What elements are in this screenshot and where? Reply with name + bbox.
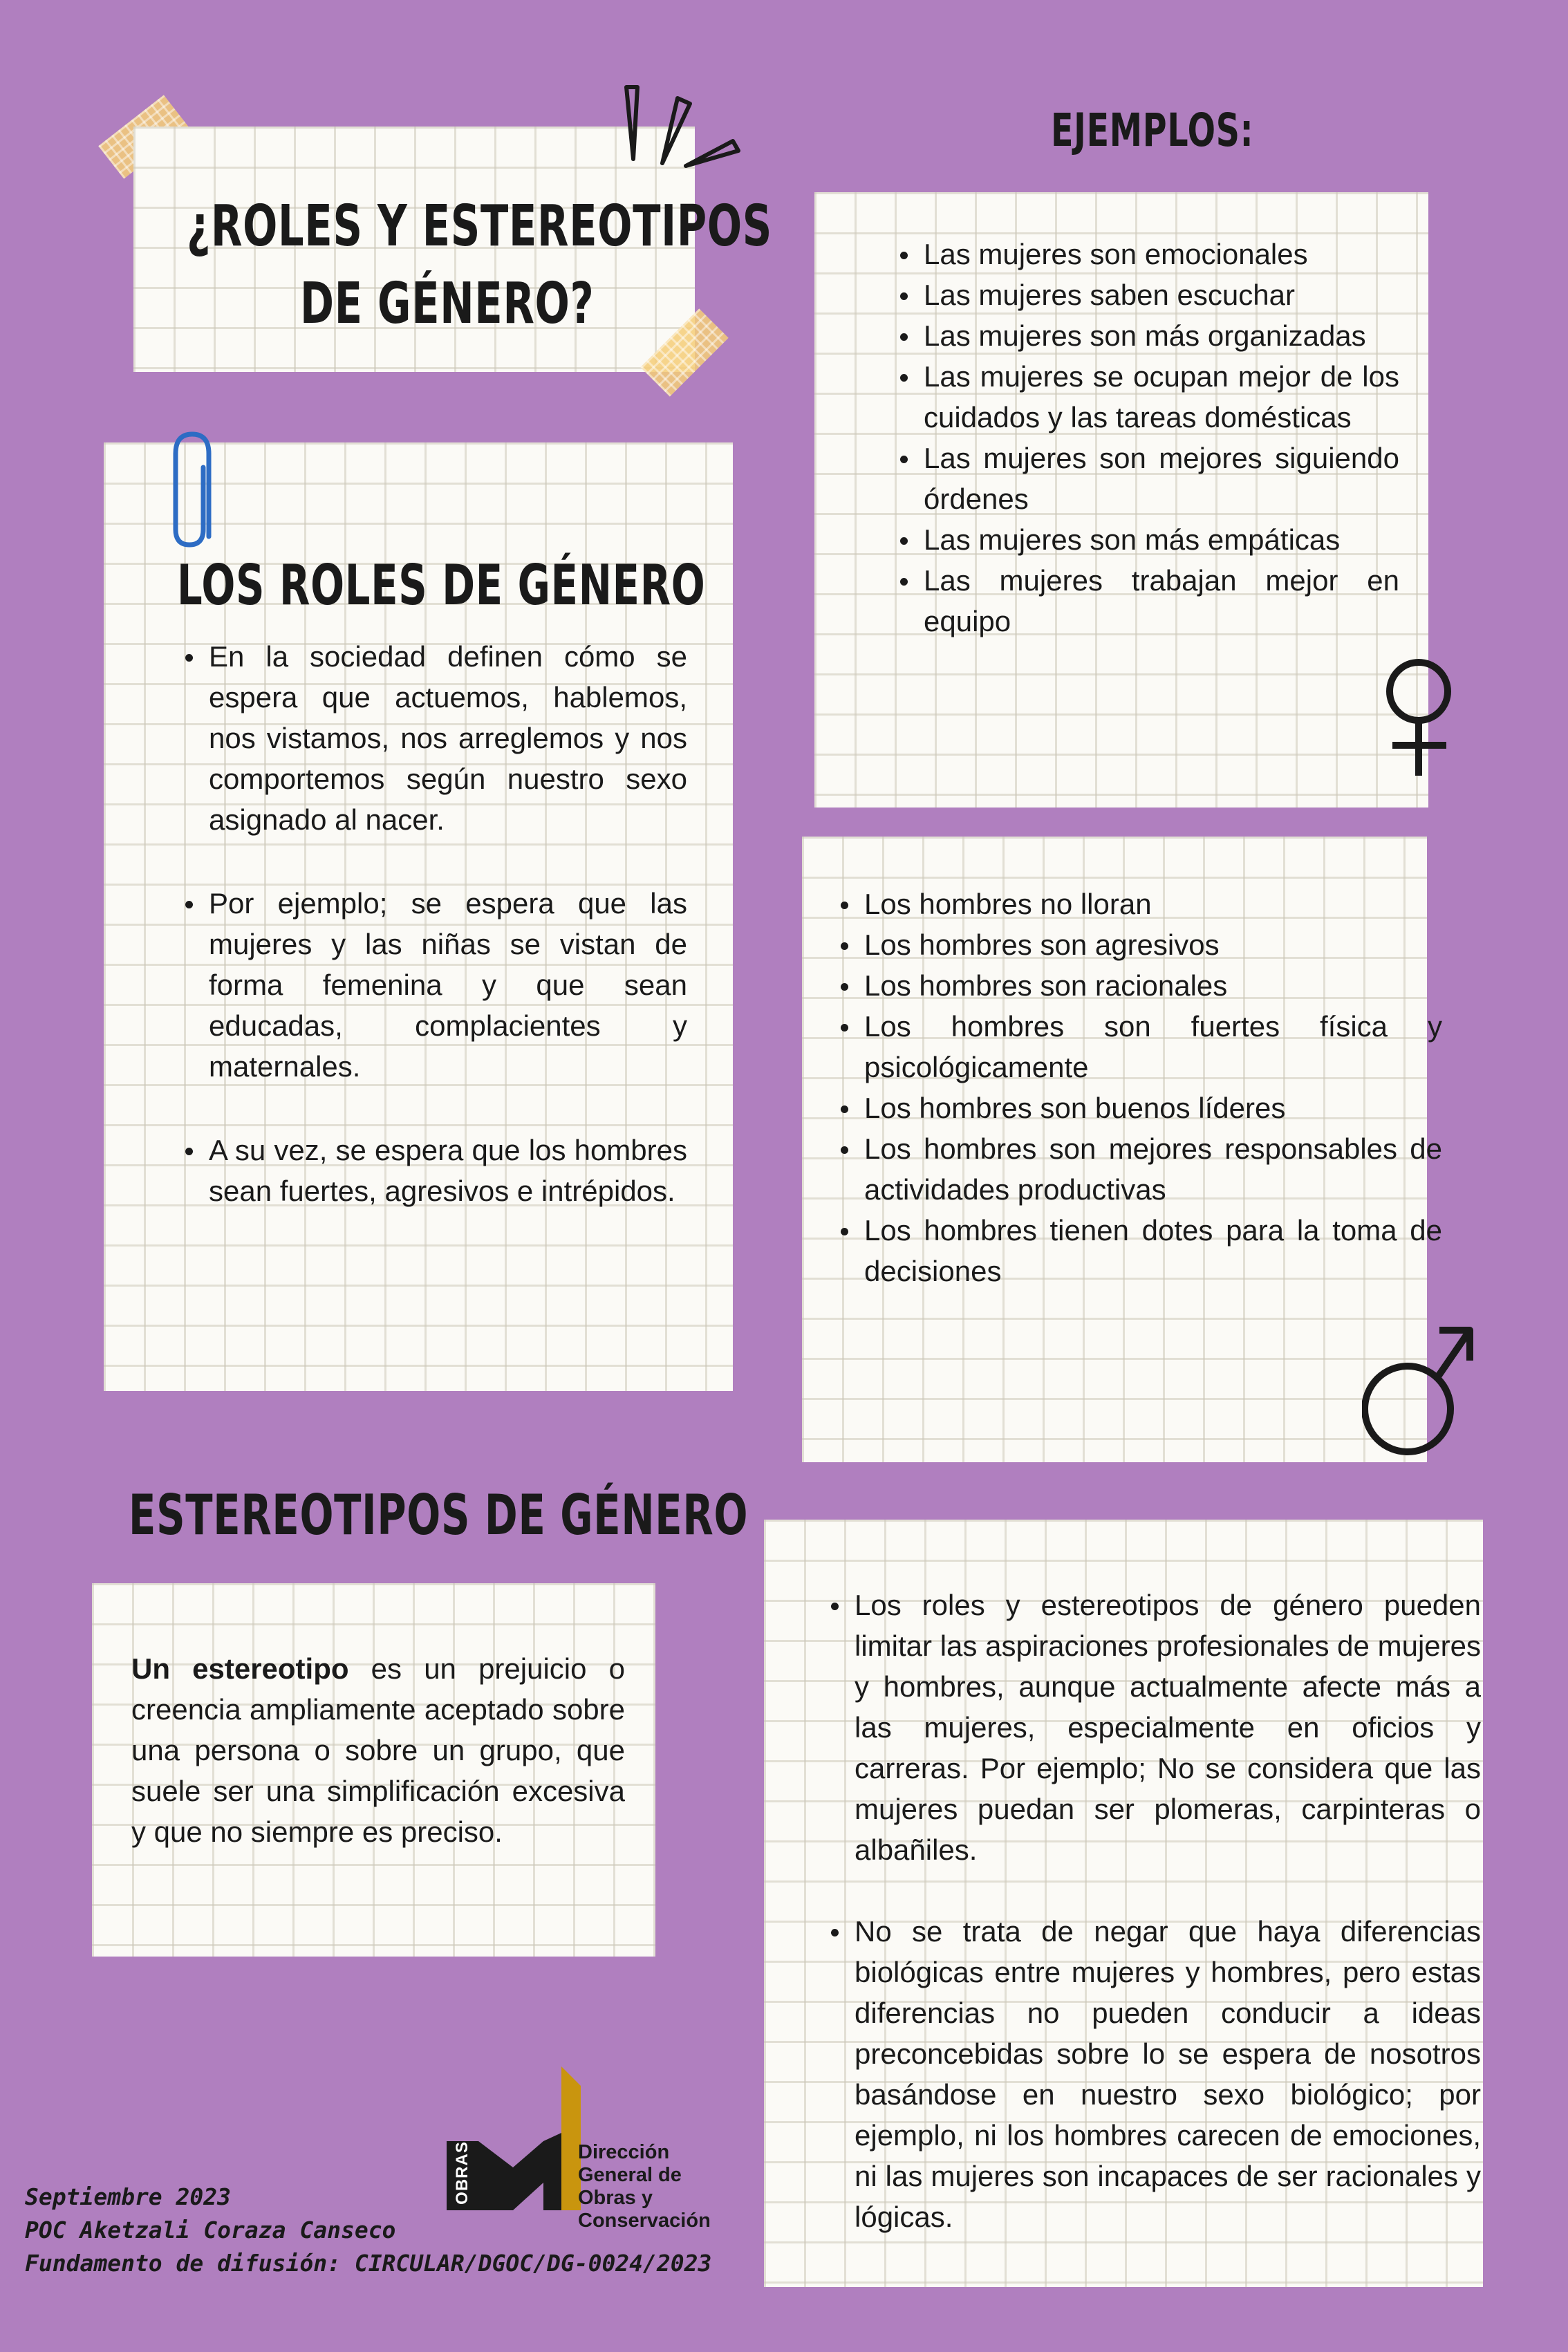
female-symbol-icon: [1380, 655, 1463, 780]
list-item: Por ejemplo; se espera que las mujeres y las niñas se vistan de forma femenina y que sean educadas, complacientes y maternales.: [209, 883, 687, 1087]
logo-text: [578, 2141, 711, 2232]
emphasis-marks-icon: [608, 77, 747, 174]
list-item: Los hombres no lloran: [864, 884, 1442, 924]
logo-line: Conservación: [578, 2210, 711, 2232]
list-item: Las mujeres trabajan mejor en equipo: [924, 560, 1399, 642]
logo-mark-icon: [478, 2064, 582, 2212]
stereotype-term: Un estereotipo: [131, 1652, 349, 1685]
footer-author: POC Aketzali Coraza Canseco: [25, 2216, 396, 2243]
male-symbol-icon: [1362, 1320, 1480, 1466]
list-item: Las mujeres saben escuchar: [924, 274, 1399, 315]
limits-list: [823, 1585, 1481, 2237]
list-item: En la sociedad definen cómo se espera que actuemos, hablemos, nos vistamos, nos arreglemos y nos comportemos según nuestro sexo asignado al nacer.: [209, 636, 687, 840]
footer-date: Septiembre 2023: [25, 2183, 232, 2210]
stereotypes-heading: ESTEREOTIPOS DE GÉNERO: [129, 1483, 749, 1547]
list-item: Las mujeres son emocionales: [924, 234, 1399, 274]
men-examples-list: [832, 884, 1442, 1291]
roles-heading: LOS ROLES DE GÉNERO: [177, 553, 706, 617]
list-item: Los hombres son mejores responsables de actividades productivas: [864, 1128, 1442, 1210]
list-item: Los hombres son racionales: [864, 965, 1442, 1006]
list-item: Las mujeres son más organizadas: [924, 315, 1399, 356]
paperclip-icon: [160, 426, 230, 550]
list-item: Las mujeres se ocupan mejor de los cuidados y las tareas domésticas: [924, 356, 1399, 438]
logo-vertical-text: OBRAS: [453, 2141, 472, 2205]
examples-heading: EJEMPLOS:: [1051, 104, 1254, 157]
page-title-line2: DE GÉNERO?: [300, 271, 595, 337]
logo-line: General de: [578, 2164, 682, 2186]
women-examples-list: [892, 234, 1399, 642]
stereotype-definition: [131, 1648, 625, 1852]
logo-line: Dirección: [578, 2141, 670, 2163]
page-title-line1: ¿ROLES Y ESTEREOTIPOS: [187, 194, 773, 259]
list-item: No se trata de negar que haya diferencias biológicas entre mujeres y hombres, pero estas diferencias no pueden conducir a ideas preconcebidas sobre lo se espera de nosotros basándose en nuestro sexo biológico; por ejemplo, ni los hombres carecen de emociones, ni las mujeres son incapaces de ser racionales y lógicas.: [855, 1911, 1481, 2237]
list-item: Las mujeres son más empáticas: [924, 519, 1399, 560]
list-item: Los hombres son buenos líderes: [864, 1088, 1442, 1128]
list-item: Las mujeres son mejores siguiendo órdenes: [924, 438, 1399, 519]
list-item: Los hombres son agresivos: [864, 924, 1442, 965]
stereotype-definition-text: es un prejuicio o creencia ampliamente aceptado sobre una persona o sobre un grupo, que suele ser una simplificación excesiva y que no siempre es preciso.: [131, 1652, 625, 1848]
dgoc-logo: [442, 2064, 733, 2230]
logo-line: Obras y: [578, 2187, 653, 2209]
list-item: Los hombres son fuertes física y psicológicamente: [864, 1006, 1442, 1088]
list-item: Los roles y estereotipos de género pueden limitar las aspiraciones profesionales de mujeres y hombres, aunque actualmente afecte más a las mujeres, especialmente en oficios y carreras. Por ejemplo; No se considera que las mujeres puedan ser plomeras, carpinteras o albañiles.: [855, 1585, 1481, 1870]
footer-reference: Fundamento de difusión: CIRCULAR/DGOC/DG-0024/2023: [25, 2250, 712, 2277]
roles-list: [177, 636, 687, 1211]
list-item: A su vez, se espera que los hombres sean fuertes, agresivos e intrépidos.: [209, 1130, 687, 1211]
list-item: Los hombres tienen dotes para la toma de decisiones: [864, 1210, 1442, 1291]
